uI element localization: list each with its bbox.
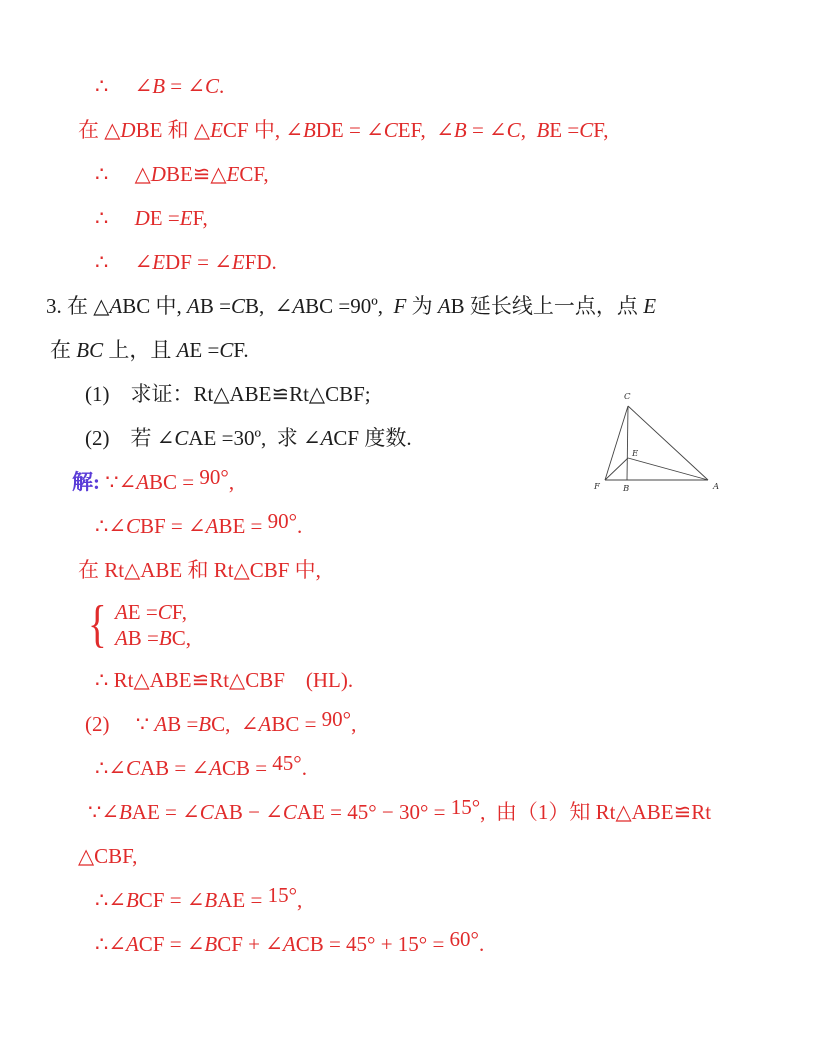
proof2-congruent [95,152,806,196]
math-text-segment: CF = ∠ [138,932,205,956]
math-text-segment: , [520,118,537,142]
math-text-segment: 15° [267,883,297,907]
math-text-segment: A [320,426,334,450]
text-content [46,64,806,966]
math-text-segment: C [199,800,214,824]
math-text-segment: A [176,338,190,362]
math-text-segment: A [437,294,451,318]
math-text-segment: ∴∠ [95,932,126,956]
math-text-segment: C [219,338,234,362]
geometry-figure [585,386,725,494]
proof2-in-triangles [78,108,806,152]
math-text-segment: ∴ ∠ [95,74,153,98]
math-text-segment: A [209,756,222,780]
math-text-segment: B [198,712,212,736]
proof2-de-ef [95,196,806,240]
math-text-segment: BE = [218,514,268,538]
figure-vertex-label-F: F [594,482,600,492]
math-text-segment: E [643,294,657,318]
math-text-segment: F, [192,206,208,230]
math-text-segment: C, [171,626,191,650]
math-text-segment: E [231,250,245,274]
math-text-segment: , [297,888,303,912]
math-text-segment: B [204,888,218,912]
math-text-segment: E [226,162,240,186]
math-text-segment: CF 度数. [333,426,412,450]
math-text-segment: . [219,74,225,98]
math-text-segment: DF = ∠ [165,250,232,274]
math-text-segment: E [210,118,223,142]
math-text-segment: ∵∠ [105,470,137,494]
math-text-segment: FD. [244,250,277,274]
math-text-segment: (2) ∵ [85,712,155,736]
system-equation-row [115,625,191,651]
solution-bae-15 [88,790,806,834]
math-text-segment: BC [76,338,104,362]
math-text-segment: ∵∠ [88,800,119,824]
math-text-segment: E = [549,118,580,142]
math-text-segment: B [302,118,316,142]
math-text-segment: CF 中, ∠ [222,118,303,142]
math-text-segment: ∴∠ [95,756,126,780]
math-text-segment: E = [149,206,180,230]
math-text-segment: AB − ∠ [213,800,283,824]
math-text-segment: 60° [449,927,479,951]
math-text-segment: ∴ ∠ [95,250,153,274]
proof2-conclusion-angles-bc [95,64,806,108]
math-text-segment: A [114,600,128,624]
math-text-segment: , [351,712,357,736]
math-text-segment: C [506,118,521,142]
math-text-segment: 90° [321,707,352,731]
solution-bcf-15 [95,878,806,922]
math-text-segment: B = [199,294,231,318]
math-text-segment: B [125,888,139,912]
math-text-segment: EF, ∠ [397,118,454,142]
math-text-segment: BC = [271,712,322,736]
math-text-segment: . [297,514,303,538]
math-text-segment: A [114,626,128,650]
problem3-statement-line2 [50,328,806,372]
system-equation-row [115,599,191,625]
math-text-segment: C [157,600,172,624]
math-text-segment: (1) 求证：Rt△ABE≌Rt△CBF; [85,382,371,406]
math-text-segment: C [174,426,189,450]
math-text-segment: ∴ △ [95,162,151,186]
solution-cbf-wrap [78,834,806,878]
math-text-segment: BF = ∠ [139,514,206,538]
math-text-segment: 解: [72,470,106,494]
math-text-segment: A [187,294,200,318]
math-text-segment: , [228,470,235,494]
left-brace: { [88,596,107,653]
math-text-segment: B [118,800,132,824]
math-text-segment: . [301,756,307,780]
math-text-segment: A [282,932,296,956]
math-text-segment: 3. 在 △ [46,294,110,318]
math-text-segment: A [136,470,150,494]
figure-vertex-label-A: A [713,482,720,492]
math-text-segment: B [536,118,550,142]
solution-acf-60 [95,922,806,966]
math-text-segment: C [579,118,594,142]
math-text-segment: ∴ Rt△ABE≌Rt△CBF (HL). [95,668,354,692]
figure-vertex-label-E: E [632,449,639,459]
math-text-segment: B [158,626,172,650]
math-text-segment: F, [171,600,187,624]
math-text-segment: A [205,514,219,538]
math-text-segment: AB = ∠ [139,756,210,780]
math-text-segment: F. [233,338,249,362]
math-text-segment: ∴∠ [95,888,126,912]
math-text-segment: E [179,206,193,230]
triangle-diagram [585,386,725,494]
math-text-segment: DE = ∠ [315,118,384,142]
math-text-segment: △CBF, [78,844,138,868]
math-text-segment: BC = [149,470,200,494]
math-text-segment: = ∠ [466,118,507,142]
math-text-segment: D [120,118,136,142]
figure-vertex-label-B: B [623,484,630,494]
math-text-segment: B [152,74,166,98]
math-text-segment: D [134,206,150,230]
math-text-segment: ∴∠ [95,514,126,538]
math-text-segment: C [383,118,398,142]
math-text-segment: 在 Rt△ABE 和 Rt△CBF 中, [78,558,321,582]
math-text-segment: D [150,162,166,186]
solution-congruent-hl [95,658,806,702]
math-text-segment: F, [593,118,609,142]
equation-system [115,599,191,651]
math-text-segment: AE = ∠ [131,800,200,824]
math-text-segment: C [125,756,140,780]
math-text-segment: C [205,74,220,98]
math-text-segment: C [282,800,297,824]
math-text-segment: A [109,294,123,318]
math-text-segment: BC =90º, [305,294,394,318]
math-text-segment: CF + ∠ [217,932,283,956]
math-text-segment: B [204,932,218,956]
math-text-segment: E [152,250,166,274]
math-text-segment: 90° [267,509,298,533]
math-text-segment: CF = ∠ [138,888,205,912]
math-text-segment: AE = 45° − 30° = [296,800,451,824]
math-text-segment: AE = [217,888,268,912]
problem3-statement-line1 [46,284,806,328]
solution-system [88,592,806,658]
math-text-segment: CF, [239,162,269,186]
math-text-segment: CB = [221,756,273,780]
math-text-segment: A [154,712,168,736]
math-text-segment: 为 [406,294,438,318]
math-text-segment: B, ∠ [244,294,293,318]
math-text-segment: 15° [450,795,481,819]
math-text-segment: C, ∠ [211,712,259,736]
math-text-segment: ∴ [95,206,135,230]
solution-cab-acb-45 [95,746,806,790]
math-text-segment: B = [167,712,199,736]
solution-in-rt-triangles [78,548,806,592]
math-text-segment: BE 和 △ [135,118,211,142]
figure-edge-CB [627,406,628,480]
math-text-segment: E = [127,600,158,624]
math-text-segment: A [292,294,306,318]
math-text-segment: BE≌△ [165,162,227,186]
math-text-segment: C [125,514,140,538]
math-text-segment: A [258,712,272,736]
math-text-segment: . [478,932,485,956]
math-text-segment: 在 △ [78,118,121,142]
math-text-segment: CB = 45° + 15° = [295,932,450,956]
math-text-segment: 在 [50,338,77,362]
math-text-segment: E = [189,338,220,362]
math-text-segment: A [125,932,139,956]
math-text-segment: B 延长线上一点，点 [450,294,644,318]
math-text-segment: C [230,294,245,318]
solution-cbf-abe-90 [95,504,806,548]
math-text-segment: = ∠ [165,74,205,98]
math-text-segment: (2) 若 ∠ [85,426,175,450]
math-text-segment: , 由（1）知 Rt△ABE≌Rt [480,800,712,824]
math-text-segment: 45° [272,751,302,775]
solution-part2-given [85,702,806,746]
math-text-segment: 90° [199,465,229,489]
math-text-segment: AE =30º, 求 ∠ [188,426,321,450]
math-text-segment: F [393,294,407,318]
proof2-angles-edf-efd [95,240,806,284]
math-text-segment: B [453,118,467,142]
math-text-segment: B = [127,626,159,650]
math-text-segment: 上，且 [103,338,177,362]
math-text-segment: BC 中, [122,294,187,318]
figure-vertex-label-C: C [624,392,631,402]
